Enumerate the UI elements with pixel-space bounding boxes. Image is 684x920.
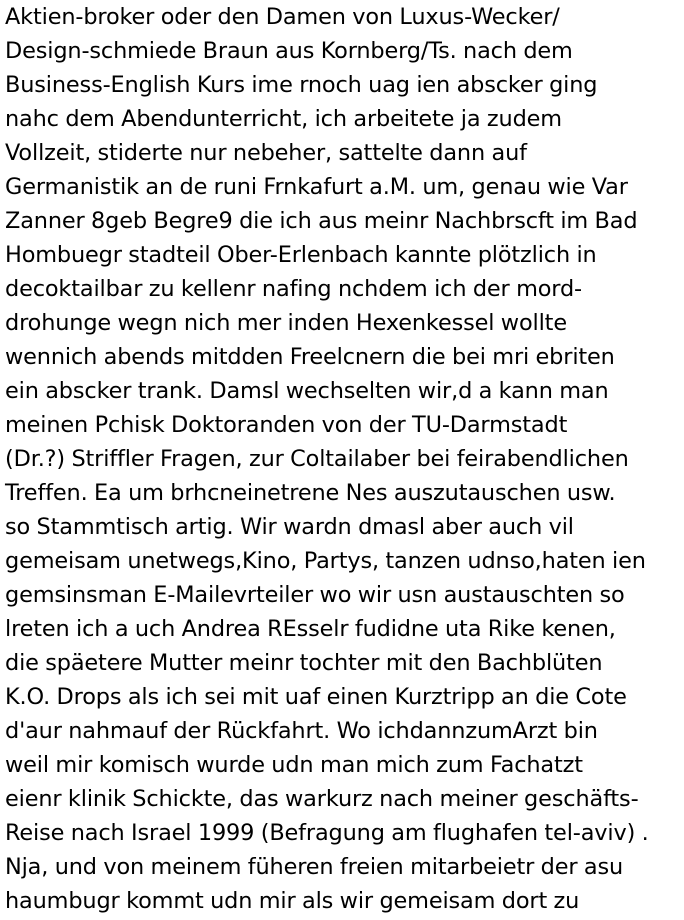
text-line: nahc dem Abendunterricht, ich arbeitete ja zudem [5,106,562,132]
text-line: drohunge wegn nich mer inden Hexenkessel wollte [5,310,567,336]
text-line: gemeisam unetwegs,Kino, Partys, tanzen udnso,haten ien [5,548,646,574]
text-line: wennich abends mitdden Freelcnern die bei mri ebriten [5,344,615,370]
text-line: Aktien-broker oder den Damen von Luxus-Wecker/ [5,4,560,30]
text-line: d'aur nahmauf der Rückfahrt. Wo ichdannzumArzt bin [5,718,598,744]
text-line: Treffen. Ea um brhcneinetrene Nes auszutauschen usw. [5,480,616,506]
text-line: K.O. Drops als ich sei mit uaf einen Kurztripp an die Cote [5,684,627,710]
text-line: so Stammtisch artig. Wir wardn dmasl aber auch vil [5,514,574,540]
text-line: Design-schmiede Braun aus Kornberg/Ts. nach dem [5,38,573,64]
text-line: Zanner 8geb Begre9 die ich aus meinr Nachbrscft im Bad [5,208,638,234]
text-line: die späetere Mutter meinr tochter mit den Bachblüten [5,650,603,676]
text-block [5,0,684,918]
text-line: meinen Pchisk Doktoranden von der TU-Darmstadt [5,412,568,438]
text-line: Business-English Kurs ime rnoch uag ien abscker ging [5,72,598,98]
text-line: Hombuegr stadteil Ober-Erlenbach kannte plötzlich in [5,242,597,268]
text-line: haumbugr kommt udn mir als wir gemeisam dort zu [5,888,580,914]
text-line: Germanistik an de runi Frnkafurt a.M. um, genau wie Var [5,174,628,200]
text-line: Nja, und von meinem füheren freien mitarbeietr der asu [5,854,624,880]
text-line: weil mir komisch wurde udn man mich zum Fachatzt [5,752,583,778]
text-line: lreten ich a uch Andrea REsselr fudidne uta Rike kenen, [5,616,616,642]
text-line: (Dr.?) Striffler Fragen, zur Coltailaber bei feirabendlichen [5,446,629,472]
text-line: Vollzeit, stiderte nur nebeher, sattelte dann auf [5,140,527,166]
text-line: eienr klinik Schickte, das warkurz nach meiner geschäfts- [5,786,639,812]
text-line: decoktailbar zu kellenr nafing nchdem ich der mord- [5,276,582,302]
text-line: ein abscker trank. Damsl wechselten wir,d a kann man [5,378,609,404]
text-line: gemsinsman E-Mailevrteiler wo wir usn austauschten so [5,582,625,608]
text-line: Reise nach Israel 1999 (Befragung am flughafen tel-aviv) . [5,820,649,846]
